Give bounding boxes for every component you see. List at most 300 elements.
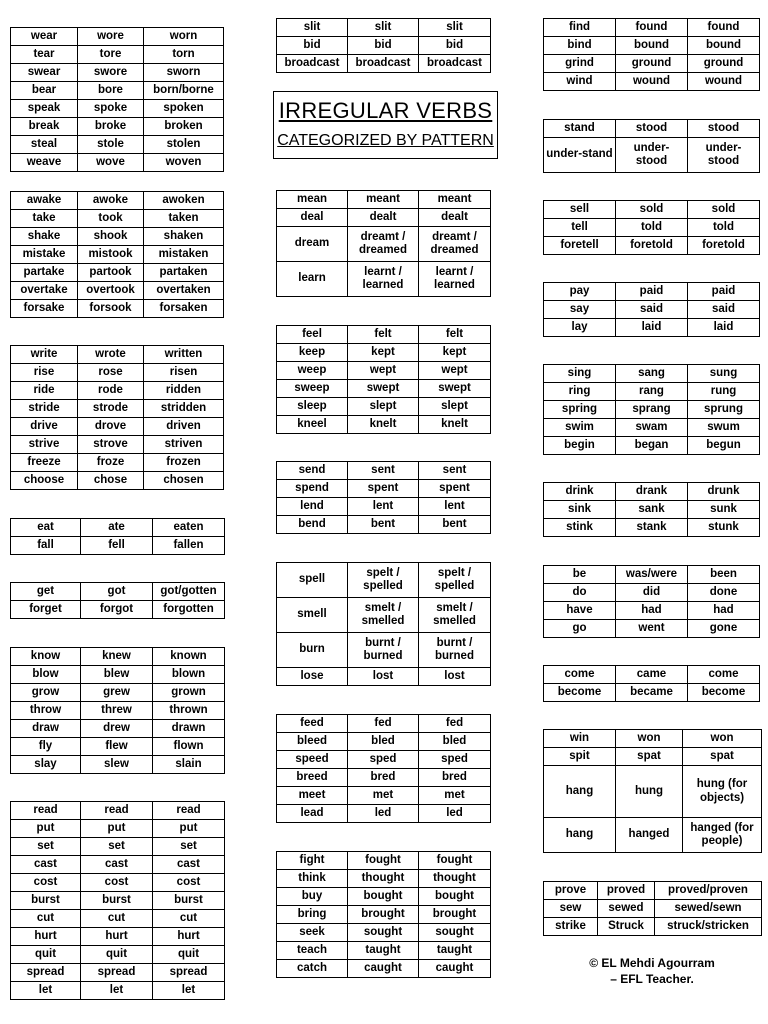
page-subtitle: CATEGORIZED BY PATTERN [277,132,494,149]
base-form: wind [544,73,616,91]
past-simple: brought [348,906,419,924]
base-form: get [11,583,81,601]
base-form: swear [11,64,78,82]
verb-row [277,326,491,344]
base-form: sink [544,501,616,519]
verb-row [11,583,225,601]
verb-row [11,666,225,684]
past-simple: spent [348,480,419,498]
past-simple: sped [348,751,419,769]
verb-row [544,201,760,219]
past-participle: sprung [688,401,760,419]
past-participle: got/gotten [153,583,225,601]
base-form: cut [11,910,81,928]
base-form: sweep [277,380,348,398]
verb-row [544,19,760,37]
past-participle: become [688,684,760,702]
base-form: lose [277,668,348,686]
past-simple: strode [78,400,144,418]
past-simple: froze [78,454,144,472]
past-simple: foretold [616,237,688,255]
past-simple: smelt / smelled [348,598,419,633]
past-participle: bred [419,769,491,787]
past-participle: drunk [688,483,760,501]
verb-table [543,881,762,936]
verb-row [277,888,491,906]
verb-table [276,461,491,534]
verb-table [276,562,491,686]
past-participle: foretold [688,237,760,255]
past-participle: burnt / burned [419,633,491,668]
base-form: bid [277,37,348,55]
past-participle: wept [419,362,491,380]
past-simple: put [81,820,153,838]
base-form: say [544,301,616,319]
verb-row [11,856,225,874]
past-simple: got [81,583,153,601]
verb-row [11,436,224,454]
verb-row [11,382,224,400]
base-form: smell [277,598,348,633]
past-simple: came [616,666,688,684]
base-form: grind [544,55,616,73]
base-form: cost [11,874,81,892]
past-participle: read [153,802,225,820]
base-form: breed [277,769,348,787]
base-form: drink [544,483,616,501]
verb-table [10,191,224,318]
past-simple: stood [616,120,688,138]
past-participle: cast [153,856,225,874]
base-form: catch [277,960,348,978]
base-form: speak [11,100,78,118]
past-simple: chose [78,472,144,490]
verb-row [11,264,224,282]
past-participle: lent [419,498,491,516]
past-participle: ridden [144,382,224,400]
verb-row [11,28,224,46]
past-simple: let [81,982,153,1000]
base-form: grow [11,684,81,702]
verb-table [543,565,760,638]
base-form: slay [11,756,81,774]
past-simple: read [81,802,153,820]
past-simple: knelt [348,416,419,434]
verb-row [11,946,225,964]
past-simple: was/were [616,566,688,584]
past-simple: rose [78,364,144,382]
past-participle: forsaken [144,300,224,318]
past-simple: spat [616,748,683,766]
base-form: stand [544,120,616,138]
base-form: prove [544,882,598,900]
past-participle: led [419,805,491,823]
verb-row [544,818,762,853]
past-simple: sang [616,365,688,383]
past-participle: fed [419,715,491,733]
base-form: slit [277,19,348,37]
base-form: know [11,648,81,666]
past-participle: won [683,730,762,748]
verb-row [544,37,760,55]
verb-row [277,498,491,516]
base-form: forget [11,601,81,619]
verb-row [277,633,491,668]
past-participle: eaten [153,519,225,537]
past-participle: under-stood [688,138,760,173]
verb-row [11,964,225,982]
past-simple: broke [78,118,144,136]
verb-row [277,598,491,633]
past-simple: spelt / spelled [348,563,419,598]
past-simple: mistook [78,246,144,264]
verb-table [543,119,760,173]
past-participle: thrown [153,702,225,720]
base-form: have [544,602,616,620]
base-form: find [544,19,616,37]
verb-table [276,325,491,434]
verb-row [277,715,491,733]
past-participle: had [688,602,760,620]
verb-row [277,227,491,262]
past-simple: overtook [78,282,144,300]
past-simple: ate [81,519,153,537]
past-simple: slept [348,398,419,416]
base-form: bear [11,82,78,100]
base-form: bleed [277,733,348,751]
base-form: pay [544,283,616,301]
base-form: go [544,620,616,638]
verb-row [11,928,225,946]
base-form: sew [544,900,598,918]
past-simple: said [616,301,688,319]
base-form: bend [277,516,348,534]
past-simple: bid [348,37,419,55]
verb-row [544,73,760,91]
verb-row [544,55,760,73]
verb-table [10,518,225,555]
verb-row [11,519,225,537]
verb-row [277,19,491,37]
verb-row [11,454,224,472]
past-simple: rode [78,382,144,400]
past-simple: strove [78,436,144,454]
base-form: broadcast [277,55,348,73]
past-simple: sent [348,462,419,480]
past-participle: stridden [144,400,224,418]
verb-row [277,805,491,823]
past-participle: mistaken [144,246,224,264]
verb-row [277,870,491,888]
past-participle: wound [688,73,760,91]
verb-row [277,516,491,534]
base-form: sleep [277,398,348,416]
base-form: forsake [11,300,78,318]
past-participle: knelt [419,416,491,434]
verb-table [543,200,760,255]
past-simple: partook [78,264,144,282]
verb-table [543,364,760,455]
past-participle: bought [419,888,491,906]
verb-row [277,960,491,978]
verb-row [277,191,491,209]
past-simple: bore [78,82,144,100]
past-participle: striven [144,436,224,454]
verb-row [544,237,760,255]
base-form: throw [11,702,81,720]
past-participle: begun [688,437,760,455]
verb-row [277,942,491,960]
past-simple: kept [348,344,419,362]
base-form: strike [544,918,598,936]
verb-row [544,437,760,455]
credit-role: – EFL Teacher. [610,972,694,987]
past-simple: spoke [78,100,144,118]
verb-row [544,483,760,501]
past-simple: blew [81,666,153,684]
past-simple: tore [78,46,144,64]
base-form: win [544,730,616,748]
past-simple: broadcast [348,55,419,73]
past-participle: taken [144,210,224,228]
verb-table [276,18,491,73]
base-form: under-stand [544,138,616,173]
past-simple: hanged [616,818,683,853]
verb-row [11,820,225,838]
past-simple: wound [616,73,688,91]
past-participle: ground [688,55,760,73]
past-participle: born/borne [144,82,224,100]
past-participle: hurt [153,928,225,946]
past-participle: spelt / spelled [419,563,491,598]
verb-row [544,219,760,237]
verb-row [277,55,491,73]
verb-row [11,648,225,666]
verb-row [11,210,224,228]
past-participle: learnt / learned [419,262,491,297]
verb-row [11,282,224,300]
past-simple: drove [78,418,144,436]
base-form: draw [11,720,81,738]
base-form: awake [11,192,78,210]
past-simple: fought [348,852,419,870]
verb-row [544,365,760,383]
verb-row [544,401,760,419]
base-form: hurt [11,928,81,946]
past-participle: caught [419,960,491,978]
past-participle: stolen [144,136,224,154]
verb-row [277,362,491,380]
past-simple: slew [81,756,153,774]
past-participle: dealt [419,209,491,227]
past-simple: learnt / learned [348,262,419,297]
verb-table [543,18,760,91]
past-participle: spoken [144,100,224,118]
past-participle: done [688,584,760,602]
verb-row [11,720,225,738]
past-simple: burnt / burned [348,633,419,668]
credit-author: © EL Mehdi Agourram [589,956,715,970]
base-form: do [544,584,616,602]
base-form: become [544,684,616,702]
verb-row [11,910,225,928]
verb-row [11,838,225,856]
past-participle: meant [419,191,491,209]
past-participle: woven [144,154,224,172]
past-simple: sought [348,924,419,942]
base-form: learn [277,262,348,297]
past-simple: wept [348,362,419,380]
verb-row [11,100,224,118]
past-simple: lost [348,668,419,686]
past-participle: grown [153,684,225,702]
past-participle: forgotten [153,601,225,619]
past-simple: forgot [81,601,153,619]
base-form: feel [277,326,348,344]
verb-row [11,346,224,364]
verb-row [11,418,224,436]
base-form: spring [544,401,616,419]
past-participle: stood [688,120,760,138]
verb-row [11,537,225,555]
verb-table [10,647,225,774]
past-simple: did [616,584,688,602]
past-participle: sewed/sewn [655,900,762,918]
verb-row [277,733,491,751]
past-simple: bred [348,769,419,787]
past-participle: taught [419,942,491,960]
past-participle: spread [153,964,225,982]
verb-row [11,702,225,720]
verb-row [544,138,760,173]
base-form: spend [277,480,348,498]
past-simple: found [616,19,688,37]
base-form: hang [544,766,616,818]
base-form: put [11,820,81,838]
base-form: blow [11,666,81,684]
base-form: deal [277,209,348,227]
verb-row [11,118,224,136]
base-form: wear [11,28,78,46]
past-simple: stole [78,136,144,154]
past-participle: broadcast [419,55,491,73]
past-participle: sought [419,924,491,942]
past-participle: met [419,787,491,805]
page-title: IRREGULAR VERBS [278,98,493,123]
past-participle: told [688,219,760,237]
verb-row [544,501,760,519]
base-form: fight [277,852,348,870]
past-simple: swept [348,380,419,398]
past-participle: cut [153,910,225,928]
past-simple: slit [348,19,419,37]
past-participle: fought [419,852,491,870]
verb-row [544,602,760,620]
past-participle: broken [144,118,224,136]
base-form: dream [277,227,348,262]
base-form: teach [277,942,348,960]
past-simple: felt [348,326,419,344]
base-form: read [11,802,81,820]
past-participle: slept [419,398,491,416]
verb-row [11,982,225,1000]
verb-row [544,684,760,702]
past-participle: stunk [688,519,760,537]
base-form: take [11,210,78,228]
past-simple: fed [348,715,419,733]
past-simple: rang [616,383,688,401]
past-participle: swum [688,419,760,437]
past-participle: smelt / smelled [419,598,491,633]
verb-row [544,419,760,437]
base-form: stink [544,519,616,537]
base-form: fly [11,738,81,756]
past-simple: told [616,219,688,237]
base-form: ring [544,383,616,401]
base-form: lend [277,498,348,516]
past-simple: won [616,730,683,748]
past-simple: drank [616,483,688,501]
base-form: speed [277,751,348,769]
base-form: quit [11,946,81,964]
title-box [273,91,498,159]
past-participle: sunk [688,501,760,519]
base-form: let [11,982,81,1000]
verb-row [277,37,491,55]
past-participle: come [688,666,760,684]
verb-table [543,482,760,537]
verb-row [277,416,491,434]
verb-row [277,462,491,480]
base-form: keep [277,344,348,362]
past-participle: sent [419,462,491,480]
past-simple: became [616,684,688,702]
past-simple: paid [616,283,688,301]
past-participle: spent [419,480,491,498]
past-simple: sewed [598,900,655,918]
past-simple: under-stood [616,138,688,173]
past-simple: proved [598,882,655,900]
verb-row [544,882,762,900]
past-participle: driven [144,418,224,436]
past-participle: frozen [144,454,224,472]
past-participle: found [688,19,760,37]
base-form: seek [277,924,348,942]
past-participle: known [153,648,225,666]
past-simple: awoke [78,192,144,210]
past-simple: met [348,787,419,805]
verb-table [10,27,224,172]
past-participle: overtaken [144,282,224,300]
past-participle: torn [144,46,224,64]
verb-row [277,563,491,598]
past-simple: cut [81,910,153,928]
past-participle: bled [419,733,491,751]
verb-row [277,751,491,769]
past-participle: spat [683,748,762,766]
base-form: sing [544,365,616,383]
base-form: rise [11,364,78,382]
base-form: tear [11,46,78,64]
past-participle: paid [688,283,760,301]
base-form: freeze [11,454,78,472]
past-simple: wrote [78,346,144,364]
past-simple: began [616,437,688,455]
verb-row [544,730,762,748]
verb-row [544,120,760,138]
past-participle: quit [153,946,225,964]
past-simple: cast [81,856,153,874]
